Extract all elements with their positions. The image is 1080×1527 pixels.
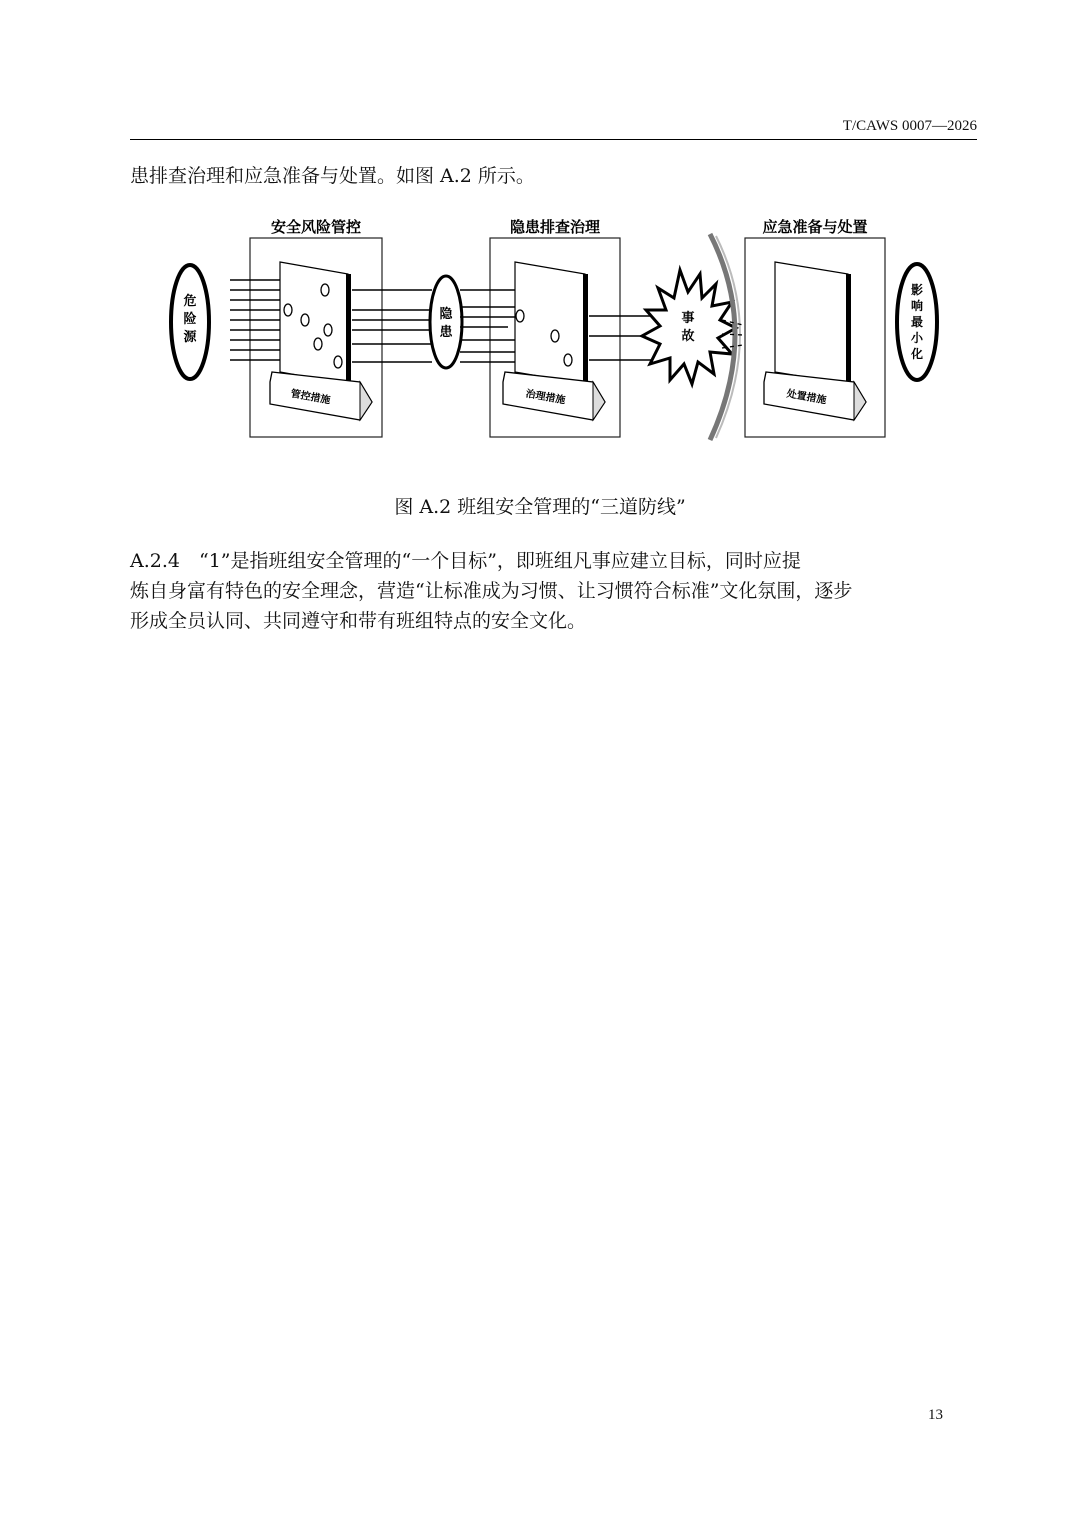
risk-panel-title: 安全风险管控 xyxy=(270,218,362,236)
source-char-1: 危 xyxy=(183,294,197,309)
document-code: T/CAWS 0007—2026 xyxy=(842,118,977,134)
result-char-1: 影 xyxy=(910,283,924,297)
clause-a24-line-2: 炼自身富有特色的安全理念，营造“让标准成为习惯、让习惯符合标准”文化氛围，逐步 xyxy=(130,580,853,602)
risk-board-edge xyxy=(346,274,351,384)
hidden-char-2: 患 xyxy=(439,325,453,340)
emergency-board xyxy=(775,262,848,384)
emergency-board-edge xyxy=(846,274,851,384)
page-number: 13 xyxy=(928,1407,943,1423)
continuation-paragraph: 患排查治理和应急准备与处置。如图 A.2 所示。 xyxy=(130,165,535,187)
source-char-2: 险 xyxy=(183,312,197,327)
hazard-base-label: 治理措施 xyxy=(524,388,567,407)
figure-three-lines-of-defense xyxy=(160,212,955,457)
result-char-2: 响 xyxy=(910,299,924,313)
clause-a24-line-1: A.2.4 “1”是指班组安全管理的“一个目标”，即班组凡事应建立目标，同时应提 xyxy=(130,550,801,572)
emergency-panel-title: 应急准备与处置 xyxy=(762,218,868,236)
clause-a24 xyxy=(130,546,980,636)
source-char-3: 源 xyxy=(183,330,197,345)
hidden-danger-node xyxy=(430,276,462,368)
accident-char-2: 故 xyxy=(681,329,695,344)
header-rule xyxy=(130,139,977,140)
diagram-svg xyxy=(160,212,955,457)
hazard-board xyxy=(515,262,585,384)
accident-burst xyxy=(642,270,736,384)
hidden-char-1: 隐 xyxy=(439,307,453,322)
figure-caption: 图 A.2 班组安全管理的“三道防线” xyxy=(394,496,686,518)
result-char-3: 最 xyxy=(910,315,924,329)
emergency-base-label: 处置措施 xyxy=(785,388,828,407)
accident-char-1: 事 xyxy=(681,311,695,326)
risk-base-label: 管控措施 xyxy=(289,388,332,407)
clause-a24-line-3: 形成全员认同、共同遵守和带有班组特点的安全文化。 xyxy=(130,610,587,632)
hazard-panel-title: 隐患排查治理 xyxy=(509,218,601,236)
result-char-5: 化 xyxy=(910,347,924,361)
hazard-board-edge xyxy=(583,274,588,384)
result-char-4: 小 xyxy=(910,331,924,345)
